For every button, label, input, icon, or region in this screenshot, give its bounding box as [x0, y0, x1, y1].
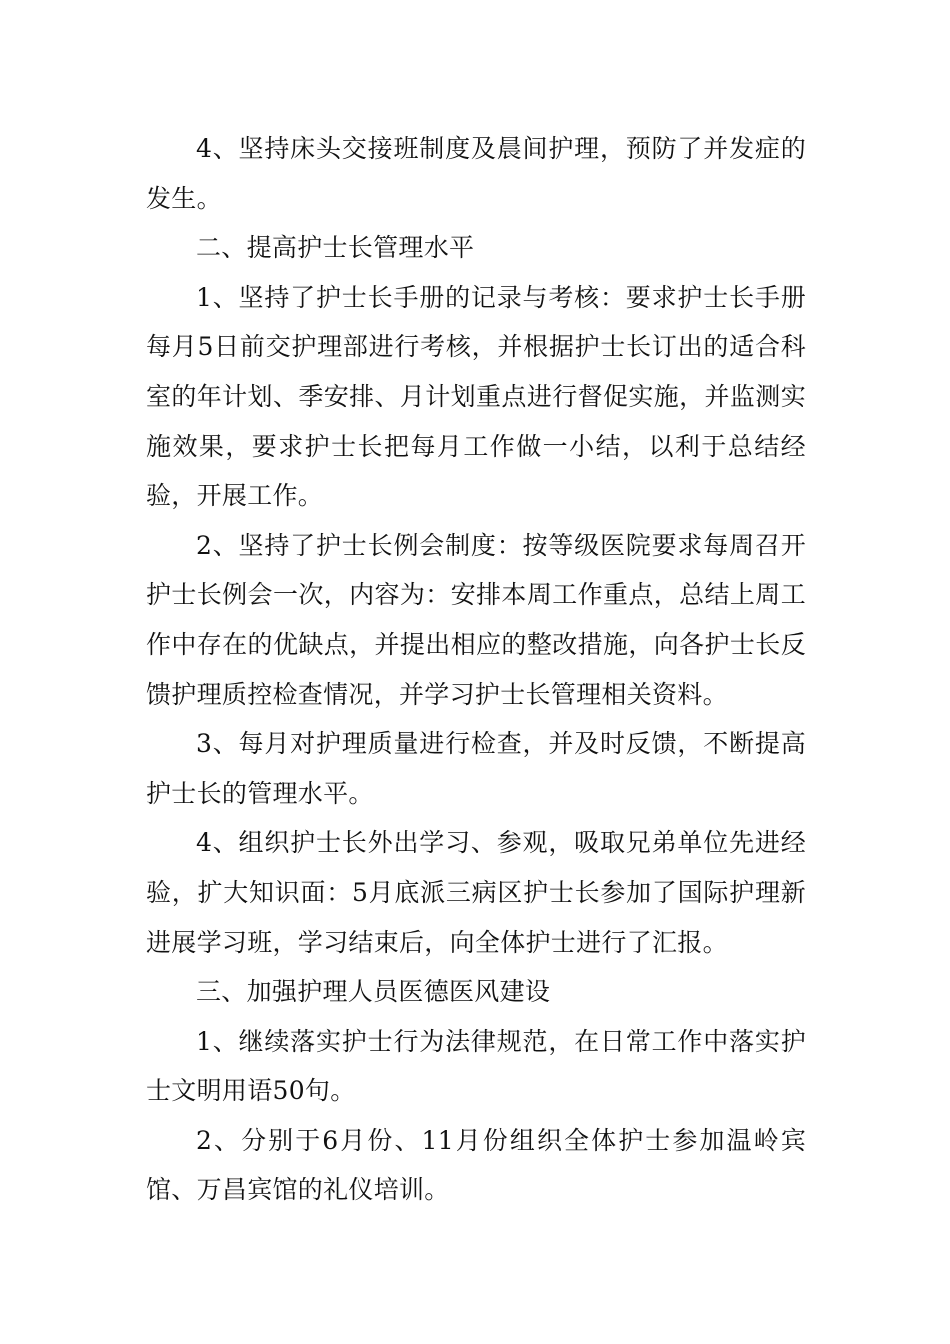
document-body [146, 124, 806, 1215]
paragraph-head-nurse-handbook: 1、坚持了护士长手册的记录与考核：要求护士长手册每月5日前交护理部进行考核，并根据护士长订出的适合科室的年计划、季安排、月计划重点进行督促实施，并监测实施效果，要求护士长把每月工作做一小结，以利于总结经验，开展工作。 [146, 282, 806, 511]
section-heading-head-nurse-management: 二、提高护士长管理水平 [196, 233, 475, 263]
paragraph-monthly-quality-check: 3、每月对护理质量进行检查，并及时反馈，不断提高护士长的管理水平。 [146, 729, 806, 808]
paragraph-bedside-handover: 4、坚持床头交接班制度及晨间护理，预防了并发症的发生。 [146, 134, 806, 213]
paragraph-etiquette-training: 2、分别于6月份、11月份组织全体护士参加温岭宾馆、万昌宾馆的礼仪培训。 [146, 1125, 806, 1205]
section-heading-medical-ethics: 三、加强护理人员医德医风建设 [196, 977, 551, 1007]
paragraph-head-nurse-meeting: 2、坚持了护士长例会制度：按等级医院要求每周召开护士长例会一次，内容为：安排本周工作重点，总结上周工作中存在的优缺点，并提出相应的整改措施，向各护士长反馈护理质控检查情况，并学习护士长管理相关资料。 [146, 530, 806, 709]
paragraph-code-of-conduct: 1、继续落实护士行为法律规范，在日常工作中落实护士文明用语50句。 [146, 1026, 806, 1106]
paragraph-external-study: 4、组织护士长外出学习、参观，吸取兄弟单位先进经验，扩大知识面：5月底派三病区护士长参加了国际护理新进展学习班，学习结束后，向全体护士进行了汇报。 [146, 828, 806, 957]
